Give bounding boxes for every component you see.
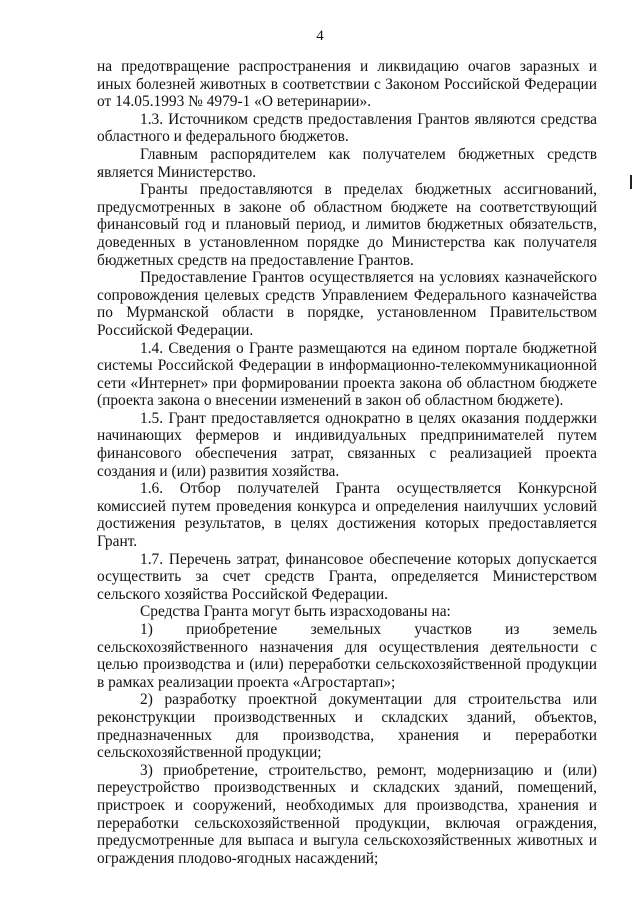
paragraph: 1.5. Грант предоставляется однократно в целях оказания поддержки начинающих фермеров и индивидуальных предпринимателей путем финансового обеспечения затрат, связанных с реализацией проекта создания и (или) развития хозяйства. (97, 409, 597, 480)
paragraph: Средства Гранта могут быть израсходованы на: (140, 603, 451, 621)
paragraph: 1.3. Источником средств предоставления Грантов являются средства областного и федерального бюджетов. (97, 110, 597, 146)
document-body (97, 58, 597, 867)
paragraph: Предоставление Грантов осуществляется на условиях казначейского сопровождения целевых средств Управлением Федерального казначейства по Мурманской области в порядке, установленном Правительством Российской Федерации. (97, 269, 597, 339)
paragraph: 1.4. Сведения о Гранте размещаются на едином портале бюджетной системы Российской Федерации в информационно-телекоммуникационной сети «Интернет» при формировании проекта закона об областном бюджете (проекта закона о внесении изменений в закон об областном бюджете). (97, 339, 597, 410)
paragraph: на предотвращение распространения и ликвидацию очагов заразных и иных болезней животных в соответствии с Законом Российской Федерации от 14.05.1993 № 4979-1 «О ветеринарии». (97, 58, 597, 111)
paragraph: 1.6. Отбор получателей Гранта осуществляется Конкурсной комиссией путем проведения конкурса и определения наилучших условий достижения результатов, в целях достижения которых предоставляется Грант. (97, 480, 597, 551)
paragraph: Гранты предоставляются в пределах бюджетных ассигнований, предусмотренных в законе об областном бюджете на соответствующий финансовый год и плановый период, и лимитов бюджетных обязательств, доведенных в установленном порядке до Министерства как получателя бюджетных средств на предоставление Грантов. (97, 181, 597, 269)
paragraph: 1.7. Перечень затрат, финансовое обеспечение которых допускается осуществить за счет средств Гранта, определяется Министерством сельского хозяйства Российской Федерации. (97, 550, 597, 603)
paragraph: Главным распорядителем как получателем бюджетных средств является Министерство. (97, 145, 597, 181)
margin-mark (630, 175, 632, 189)
paragraph: 3) приобретение, строительство, ремонт, модернизацию и (или) переустройство производственных и складских зданий, помещений, пристроек и сооружений, необходимых для производства, хранения и переработки сельскохозяйственной продукции, включая ограждения, предусмотренные для выпаса и выгула сельскохозяйственных животных и ограждения плодово-ягодных насаждений; (97, 761, 597, 867)
paragraph: 2) разработку проектной документации для строительства или реконструкции производственных и складских зданий, объектов, предназначенных для производства, хранения и переработки сельскохозяйственной продукции; (97, 691, 597, 762)
paragraph: 1) приобретение земельных участков из земель сельскохозяйственного назначения для осуществления деятельности с целью производства и (или) переработки сельскохозяйственной продукции в рамках реализации проекта «Агростартап»; (97, 621, 597, 691)
page-number: 4 (316, 28, 324, 44)
